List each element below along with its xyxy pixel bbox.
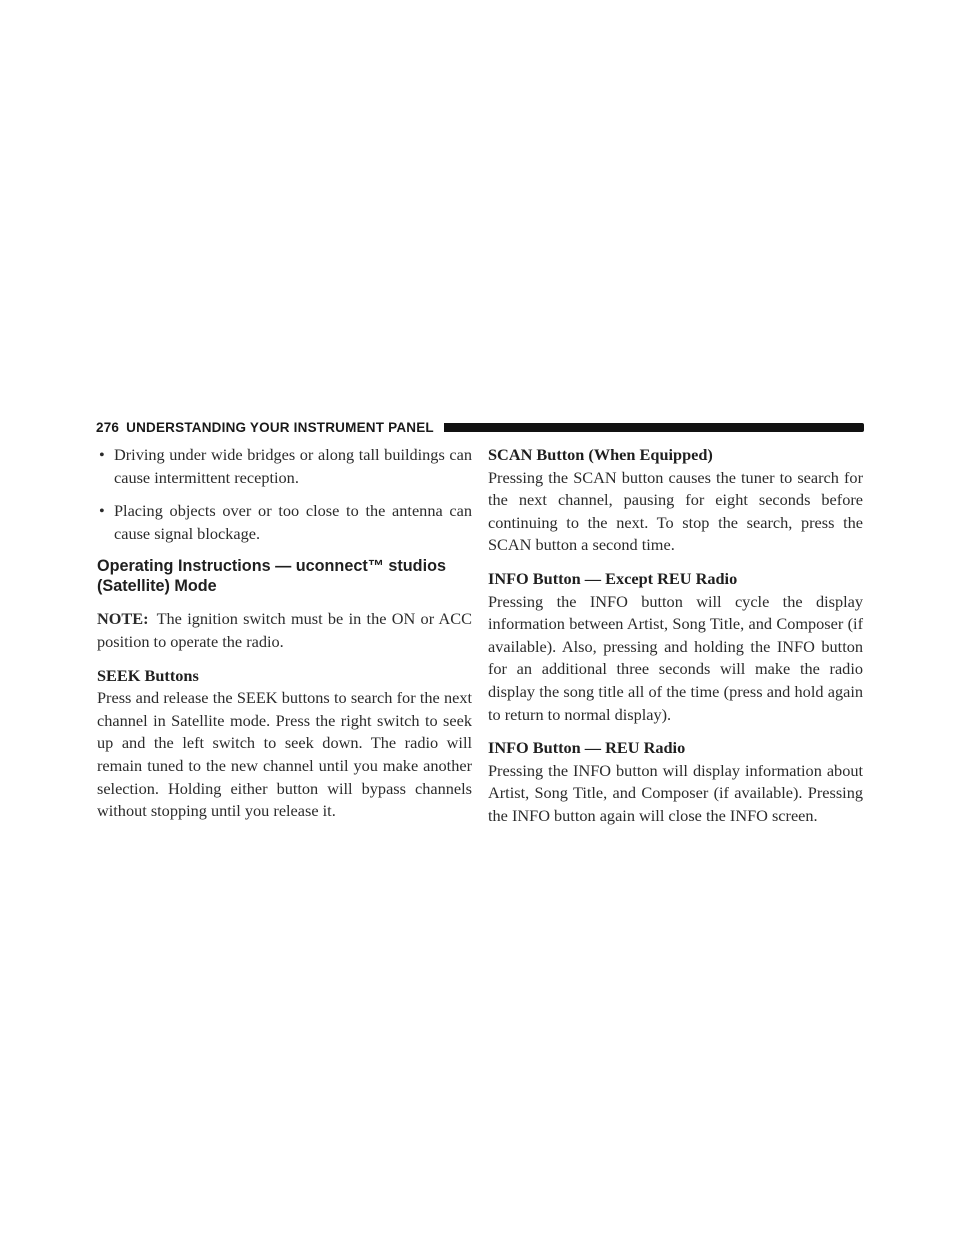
section-title: UNDERSTANDING YOUR INSTRUMENT PANEL: [126, 419, 434, 435]
scan-heading: SCAN Button (When Equipped): [488, 445, 713, 464]
info-reu-text: Pressing the INFO button will display information about Artist, Song Title, and Composer (if available). Pressing the INFO button again will close the INFO screen.: [488, 760, 863, 825]
note-paragraph: [97, 608, 472, 653]
scan-section: [488, 444, 863, 557]
bullet-icon: •: [99, 445, 105, 464]
section-heading: Operating Instructions — uconnect™ studios (Satellite) Mode: [97, 557, 446, 596]
info-reu-section: [488, 737, 863, 827]
seek-text: Press and release the SEEK buttons to search for the next channel in Satellite mode. Press the right switch to seek up and the left switch to seek down. The radio will remain tuned to the new channel until you make another selection. Holding either button will bypass channels without stopping until you release it.: [97, 688, 472, 821]
bullet-text: Driving under wide bridges or along tall buildings can cause intermittent reception.: [114, 445, 472, 487]
seek-section: [97, 665, 472, 823]
page-header: [96, 418, 864, 436]
seek-heading: SEEK Buttons: [97, 665, 199, 685]
info-except-heading: INFO Button — Except REU Radio: [488, 568, 738, 588]
bullet-icon: •: [99, 501, 105, 521]
info-reu-heading: INFO Button — REU Radio: [488, 738, 686, 758]
header-rule: [444, 423, 864, 432]
info-except-text: Pressing the INFO button will cycle the display information between Artist, Song Title, and Composer (if available). Also, pressing and holding the INFO button for an additional three seconds will make the radio display the song title all of the time (press and hold again to return to normal display).: [488, 591, 863, 724]
bullet-text: Placing objects over or too close to the antenna can cause signal blockage.: [114, 501, 472, 543]
right-column: [488, 444, 863, 839]
bullet-item: [97, 444, 472, 489]
note-label: NOTE:: [97, 609, 149, 629]
note-text: The ignition switch must be in the ON or ACC position to operate the radio.: [97, 609, 472, 651]
info-except-section: [488, 568, 863, 726]
page-number: 276: [96, 419, 120, 435]
left-column: [97, 444, 472, 834]
scan-text: Pressing the SCAN button causes the tuner to search for the next channel, pausing for eight seconds before continuing to the next. To stop the search, press the SCAN button a second time.: [488, 467, 863, 555]
bullet-item: [97, 500, 472, 545]
